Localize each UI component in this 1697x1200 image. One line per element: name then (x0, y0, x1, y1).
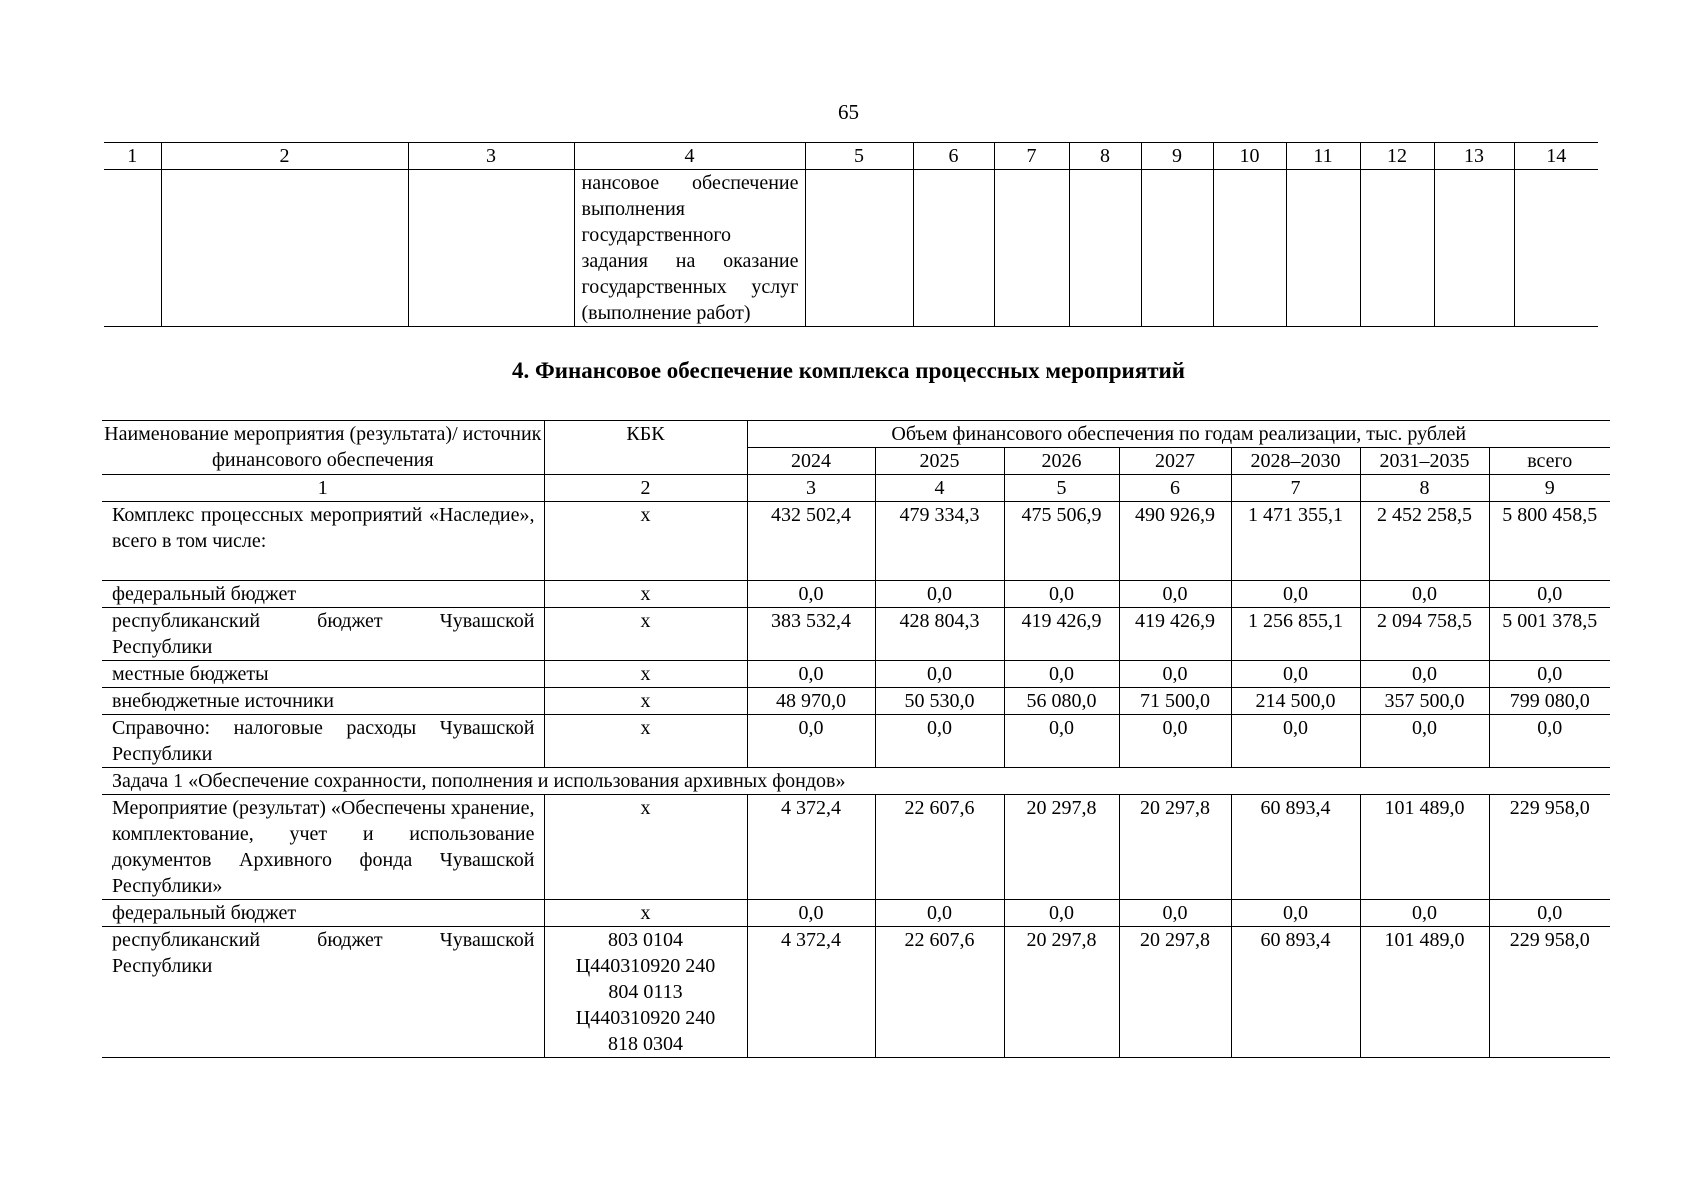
column-number: 1 (102, 475, 544, 502)
financial-table (102, 420, 1610, 1058)
column-number: 2 (544, 475, 747, 502)
table-row (102, 581, 1610, 608)
header-kbk: КБК (544, 421, 747, 475)
value-cell: 2 094 758,5 (1360, 608, 1489, 661)
value-cell: 479 334,3 (875, 502, 1004, 581)
row-kbk: х (544, 581, 747, 608)
value-cell: 0,0 (1231, 581, 1360, 608)
value-cell: 0,0 (747, 900, 875, 927)
column-number: 4 (574, 143, 805, 170)
header-year: 2027 (1119, 448, 1231, 475)
value-cell: 0,0 (1004, 715, 1119, 768)
value-cell: 71 500,0 (1119, 688, 1231, 715)
value-cell: 0,0 (875, 900, 1004, 927)
value-cell: 0,0 (1489, 715, 1610, 768)
value-cell: 22 607,6 (875, 795, 1004, 900)
value-cell: 214 500,0 (1231, 688, 1360, 715)
value-cell: 0,0 (1360, 581, 1489, 608)
header-name: Наименование мероприятия (результата)/ источник финансового обеспечения (102, 421, 544, 475)
table-row (102, 715, 1610, 768)
value-cell: 0,0 (747, 715, 875, 768)
value-cell: 0,0 (1004, 661, 1119, 688)
row-name: Справочно: налоговые расходы Чувашской Республики (102, 715, 544, 768)
row-kbk: х (544, 688, 747, 715)
value-cell: 20 297,8 (1004, 927, 1119, 1058)
kbk-code: Ц440310920 240 (575, 1007, 716, 1029)
value-cell: 0,0 (1119, 900, 1231, 927)
row-name: федеральный бюджет (102, 900, 544, 927)
column-number: 8 (1069, 143, 1141, 170)
column-number: 10 (1213, 143, 1286, 170)
value-cell: 4 372,4 (747, 795, 875, 900)
column-number-row (102, 475, 1610, 502)
row-name: Мероприятие (результат) «Обеспечены хранение, комплектование, учет и использование документов Архивного фонда Чувашской Республики» (102, 795, 544, 900)
value-cell: 0,0 (1360, 900, 1489, 927)
value-cell: 0,0 (1360, 661, 1489, 688)
value-cell: 50 530,0 (875, 688, 1004, 715)
column-number: 3 (747, 475, 875, 502)
value-cell: 1 471 355,1 (1231, 502, 1360, 581)
section-title: 4. Финансовое обеспечение комплекса процессных мероприятий (511, 358, 1186, 383)
value-cell: 48 970,0 (747, 688, 875, 715)
row-kbk: х (544, 715, 747, 768)
kbk-code: 804 0113 (608, 981, 683, 1003)
value-cell: 0,0 (1231, 715, 1360, 768)
value-cell: 60 893,4 (1231, 927, 1360, 1058)
value-cell: 383 532,4 (747, 608, 875, 661)
column-number: 9 (1141, 143, 1213, 170)
column-number-row (104, 143, 1598, 170)
value-cell: 0,0 (1489, 581, 1610, 608)
row-kbk-codes (544, 927, 747, 1058)
column-number: 7 (1231, 475, 1360, 502)
value-cell: 357 500,0 (1360, 688, 1489, 715)
value-cell: 0,0 (1119, 715, 1231, 768)
table-row (102, 661, 1610, 688)
column-number: 12 (1360, 143, 1434, 170)
row-name: федеральный бюджет (102, 581, 544, 608)
column-number: 11 (1286, 143, 1360, 170)
row-kbk: х (544, 608, 747, 661)
column-number: 6 (1119, 475, 1231, 502)
row-kbk: х (544, 502, 747, 581)
value-cell: 0,0 (1360, 715, 1489, 768)
value-cell: 799 080,0 (1489, 688, 1610, 715)
value-cell: 1 256 855,1 (1231, 608, 1360, 661)
value-cell: 0,0 (1119, 661, 1231, 688)
header-year: 2026 (1004, 448, 1119, 475)
value-cell: 0,0 (747, 581, 875, 608)
value-cell: 5 001 378,5 (1489, 608, 1610, 661)
value-cell: 229 958,0 (1489, 795, 1610, 900)
value-cell: 0,0 (1004, 581, 1119, 608)
value-cell: 0,0 (1231, 900, 1360, 927)
task-row (102, 768, 1610, 795)
column-number: 1 (104, 143, 161, 170)
column-number: 9 (1489, 475, 1610, 502)
column-number: 14 (1514, 143, 1598, 170)
value-cell: 56 080,0 (1004, 688, 1119, 715)
value-cell: 229 958,0 (1489, 927, 1610, 1058)
column-number: 3 (408, 143, 574, 170)
value-cell: 0,0 (875, 581, 1004, 608)
column-number: 5 (1004, 475, 1119, 502)
row-name: местные бюджеты (102, 661, 544, 688)
table-row (104, 170, 1598, 327)
value-cell: 101 489,0 (1360, 795, 1489, 900)
table-row (102, 795, 1610, 900)
header-year: всего (1489, 448, 1610, 475)
value-cell: 5 800 458,5 (1489, 502, 1610, 581)
row-kbk: х (544, 795, 747, 900)
column-number: 5 (805, 143, 913, 170)
header-year: 2024 (747, 448, 875, 475)
row-name: республиканский бюджет Чувашской Республики (102, 927, 544, 1058)
value-cell: 0,0 (747, 661, 875, 688)
value-cell: 2 452 258,5 (1360, 502, 1489, 581)
value-cell: 101 489,0 (1360, 927, 1489, 1058)
value-cell: 0,0 (875, 661, 1004, 688)
value-cell: 0,0 (1119, 581, 1231, 608)
task-title: Задача 1 «Обеспечение сохранности, пополнения и использования архивных фондов» (102, 768, 1610, 795)
value-cell: 60 893,4 (1231, 795, 1360, 900)
row-kbk: х (544, 900, 747, 927)
table-row (102, 608, 1610, 661)
value-cell: 419 426,9 (1119, 608, 1231, 661)
value-cell: 0,0 (1231, 661, 1360, 688)
page-number: 65 (838, 100, 859, 124)
value-cell: 4 372,4 (747, 927, 875, 1058)
value-cell: 0,0 (1489, 900, 1610, 927)
column-number: 2 (161, 143, 408, 170)
header-year: 2028–2030 (1231, 448, 1360, 475)
value-cell: 475 506,9 (1004, 502, 1119, 581)
value-cell: 0,0 (1489, 661, 1610, 688)
continuation-text: нансовое обеспечение выполнения государственного задания на оказание государственных услуг (выполнение работ) (574, 170, 805, 327)
value-cell: 20 297,8 (1004, 795, 1119, 900)
continuation-table (104, 142, 1598, 327)
column-number: 4 (875, 475, 1004, 502)
value-cell: 419 426,9 (1004, 608, 1119, 661)
column-number: 13 (1434, 143, 1514, 170)
table-row (102, 927, 1610, 1058)
header-volume: Объем финансового обеспечения по годам реализации, тыс. рублей (747, 421, 1610, 448)
value-cell: 20 297,8 (1119, 795, 1231, 900)
header-row (102, 421, 1610, 448)
value-cell: 22 607,6 (875, 927, 1004, 1058)
value-cell: 20 297,8 (1119, 927, 1231, 1058)
value-cell: 0,0 (875, 715, 1004, 768)
header-year: 2025 (875, 448, 1004, 475)
value-cell: 490 926,9 (1119, 502, 1231, 581)
value-cell: 432 502,4 (747, 502, 875, 581)
kbk-code: 803 0104 (608, 929, 683, 951)
row-name: Комплекс процессных мероприятий «Наследие», всего в том числе: (102, 502, 544, 581)
column-number: 7 (994, 143, 1069, 170)
header-year: 2031–2035 (1360, 448, 1489, 475)
table-row (102, 688, 1610, 715)
row-kbk: х (544, 661, 747, 688)
kbk-code: Ц440310920 240 (575, 955, 716, 977)
value-cell: 0,0 (1004, 900, 1119, 927)
column-number: 6 (913, 143, 994, 170)
table-row (102, 900, 1610, 927)
row-name: республиканский бюджет Чувашской Республики (102, 608, 544, 661)
value-cell: 428 804,3 (875, 608, 1004, 661)
table-row (102, 502, 1610, 581)
column-number: 8 (1360, 475, 1489, 502)
kbk-code: 818 0304 (608, 1033, 683, 1055)
row-name: внебюджетные источники (102, 688, 544, 715)
